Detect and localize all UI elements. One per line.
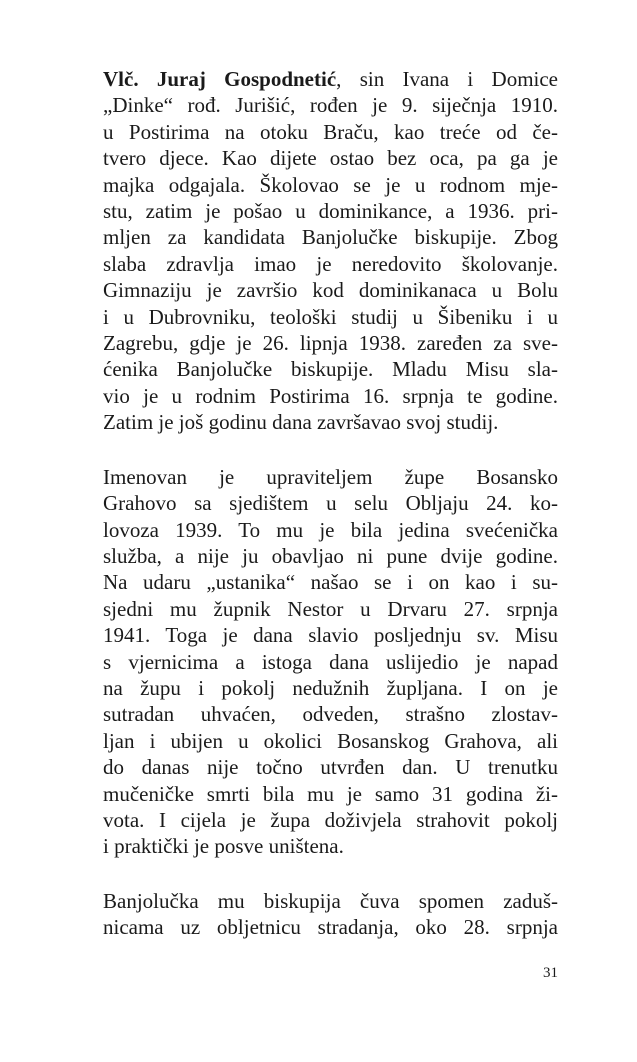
line-text: Gimnaziju je završio kod dominikanaca u Bolu (103, 278, 558, 303)
line-text: tvero djece. Kao dijete ostao bez oca, pa ga je (103, 146, 558, 171)
text-line (103, 145, 558, 171)
line-text: vio je u rodnim Postirima 16. srpnja te godine. (103, 383, 558, 408)
line-text: Grahovo sa sjedištem u selu Obljaju 24. ko- (103, 491, 558, 516)
text-line (103, 517, 558, 543)
text-line (103, 543, 558, 569)
line-text: mučeničke smrti bila mu je samo 31 godina ži- (103, 781, 558, 806)
line-text: ljan i ubijen u okolici Bosanskog Grahova, ali (103, 728, 558, 753)
text-line (103, 92, 558, 118)
text-line (103, 807, 558, 833)
text-line (103, 119, 558, 145)
text-line (103, 224, 558, 250)
page-body (103, 66, 558, 969)
line-text: vota. I cijela je župa doživjela strahovit pokolj (103, 807, 558, 832)
text-line (103, 330, 558, 356)
text-line (103, 172, 558, 198)
text-line (103, 490, 558, 516)
line-text: u Postirima na otoku Braču, kao treće od če- (103, 119, 558, 144)
page-number: 31 (543, 965, 558, 981)
text-line (103, 622, 558, 648)
text-line (103, 675, 558, 701)
line-text: služba, a nije ju obavljao ni pune dvije godine. (103, 543, 558, 568)
text-line (103, 198, 558, 224)
text-line (103, 833, 558, 859)
line-text: i praktički je posve uništena. (103, 834, 344, 859)
paragraph (103, 888, 558, 941)
line-text: na župu i pokolj nedužnih župljana. I on je (103, 675, 558, 700)
text-line (103, 304, 558, 330)
text-line (103, 596, 558, 622)
line-text: sutradan uhvaćen, odveden, strašno zlostav- (103, 702, 558, 727)
text-line (103, 649, 558, 675)
text-line (103, 464, 558, 490)
line-text: , sin Ivana i Domice (336, 67, 558, 91)
text-line (103, 66, 558, 92)
text-line (103, 888, 558, 914)
line-text: Imenovan je upraviteljem župe Bosansko (103, 464, 558, 489)
line-text: mljen za kandidata Banjolučke biskupije. Zbog (103, 225, 558, 250)
line-text: ćenika Banjolučke biskupije. Mladu Misu sla- (103, 357, 558, 382)
line-text: s vjernicima a istoga dana uslijedio je napad (103, 649, 558, 674)
text-line (103, 356, 558, 382)
line-text: stu, zatim je pošao u dominikance, a 1936. pri- (103, 199, 558, 224)
line-text: Banjolučka mu biskupija čuva spomen zaduš- (103, 888, 558, 913)
line-text: majka odgajala. Školovao se je u rodnom mje- (103, 172, 558, 197)
text-line (103, 383, 558, 409)
line-text: 1941. Toga je dana slavio posljednju sv. Misu (103, 623, 558, 648)
line-text: sjedni mu župnik Nestor u Drvaru 27. srpnja (103, 596, 558, 621)
text-line (103, 409, 558, 435)
line-text: Zagrebu, gdje je 26. lipnja 1938. zaređen za sve- (103, 331, 558, 356)
text-line (103, 728, 558, 754)
text-line (103, 251, 558, 277)
author-name: Vlč. Juraj Gospodnetić (103, 67, 337, 91)
text-line (103, 569, 558, 595)
line-text: slaba zdravlja imao je neredovito školovanje. (103, 251, 558, 276)
line-text: „Dinke“ rođ. Jurišić, rođen je 9. siječnja 1910. (103, 93, 558, 118)
text-line (103, 277, 558, 303)
paragraph (103, 66, 558, 436)
line-text: nicama uz obljetnicu stradanja, oko 28. srpnja (103, 915, 558, 940)
line-text: Na udaru „ustanika“ našao se i on kao i su- (103, 570, 558, 595)
text-line (103, 781, 558, 807)
line-text: i u Dubrovniku, teološki studij u Šibeniku i u (103, 304, 558, 329)
text-line (103, 754, 558, 780)
paragraph (103, 464, 558, 860)
text-line (103, 701, 558, 727)
line-text: Zatim je još godinu dana završavao svoj studij. (103, 410, 499, 435)
text-line (103, 914, 558, 940)
line-text: lovoza 1939. To mu je bila jedina svećenička (103, 517, 558, 542)
line-text: do danas nije točno utvrđen dan. U trenutku (103, 755, 558, 780)
